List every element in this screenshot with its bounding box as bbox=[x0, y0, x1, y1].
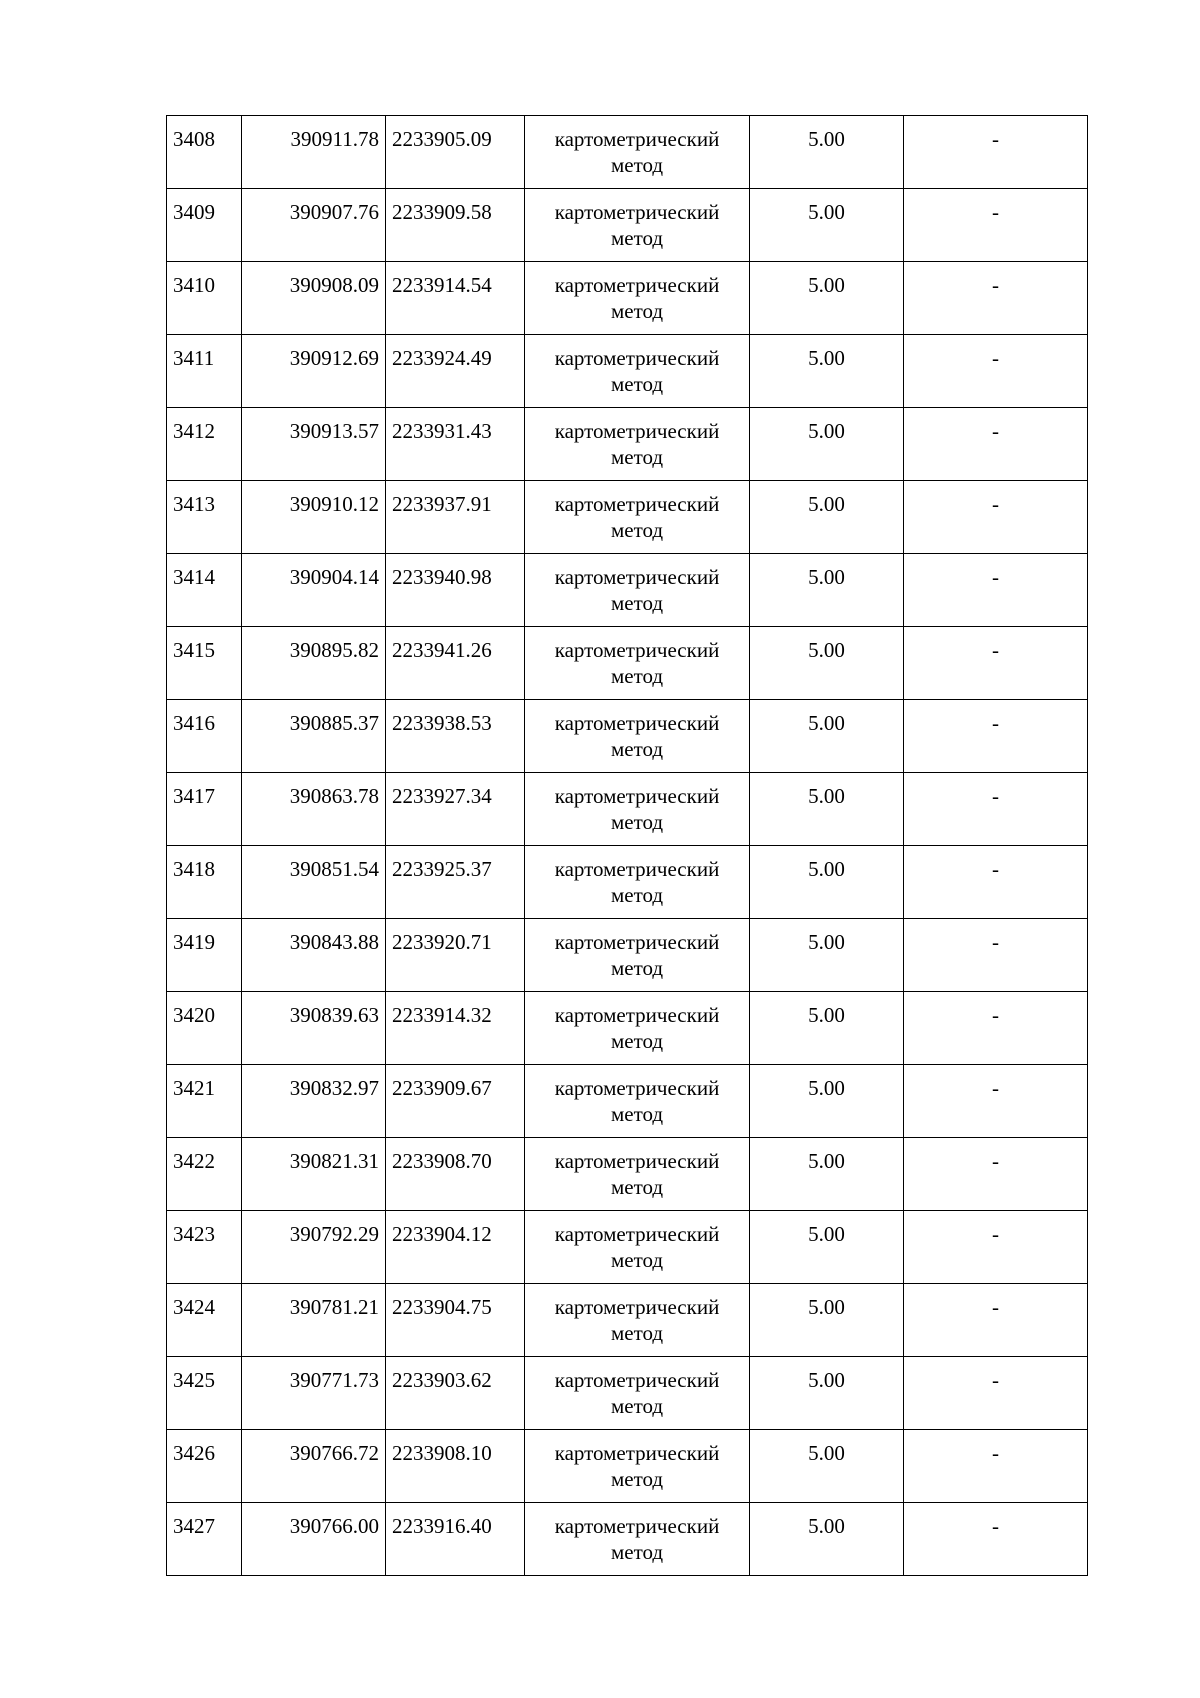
y-coordinate-cell: 2233925.37 bbox=[386, 846, 525, 919]
table-row bbox=[167, 1430, 1088, 1503]
precision-cell: 5.00 bbox=[750, 846, 904, 919]
x-coordinate-cell: 390911.78 bbox=[242, 116, 386, 189]
y-coordinate-cell: 2233941.26 bbox=[386, 627, 525, 700]
x-coordinate-cell: 390771.73 bbox=[242, 1357, 386, 1430]
precision-cell: 5.00 bbox=[750, 262, 904, 335]
description-cell: - bbox=[904, 408, 1088, 481]
y-coordinate-cell: 2233920.71 bbox=[386, 919, 525, 992]
description-cell: - bbox=[904, 1430, 1088, 1503]
description-cell: - bbox=[904, 846, 1088, 919]
description-cell: - bbox=[904, 1138, 1088, 1211]
y-coordinate-cell: 2233937.91 bbox=[386, 481, 525, 554]
description-cell: - bbox=[904, 992, 1088, 1065]
coordinates-table bbox=[166, 115, 1088, 1576]
table-row bbox=[167, 1211, 1088, 1284]
description-cell: - bbox=[904, 627, 1088, 700]
point-number-cell: 3420 bbox=[167, 992, 242, 1065]
method-cell: картометрический метод bbox=[525, 773, 750, 846]
precision-cell: 5.00 bbox=[750, 408, 904, 481]
point-number-cell: 3417 bbox=[167, 773, 242, 846]
point-number-cell: 3418 bbox=[167, 846, 242, 919]
point-number-cell: 3411 bbox=[167, 335, 242, 408]
y-coordinate-cell: 2233908.70 bbox=[386, 1138, 525, 1211]
y-coordinate-cell: 2233914.54 bbox=[386, 262, 525, 335]
y-coordinate-cell: 2233903.62 bbox=[386, 1357, 525, 1430]
point-number-cell: 3410 bbox=[167, 262, 242, 335]
x-coordinate-cell: 390839.63 bbox=[242, 992, 386, 1065]
table-row bbox=[167, 335, 1088, 408]
x-coordinate-cell: 390910.12 bbox=[242, 481, 386, 554]
method-cell: картометрический метод bbox=[525, 919, 750, 992]
precision-cell: 5.00 bbox=[750, 1211, 904, 1284]
point-number-cell: 3425 bbox=[167, 1357, 242, 1430]
method-cell: картометрический метод bbox=[525, 335, 750, 408]
precision-cell: 5.00 bbox=[750, 700, 904, 773]
x-coordinate-cell: 390851.54 bbox=[242, 846, 386, 919]
table-row bbox=[167, 992, 1088, 1065]
x-coordinate-cell: 390907.76 bbox=[242, 189, 386, 262]
x-coordinate-cell: 390843.88 bbox=[242, 919, 386, 992]
precision-cell: 5.00 bbox=[750, 1065, 904, 1138]
x-coordinate-cell: 390863.78 bbox=[242, 773, 386, 846]
x-coordinate-cell: 390885.37 bbox=[242, 700, 386, 773]
table-row bbox=[167, 481, 1088, 554]
method-cell: картометрический метод bbox=[525, 627, 750, 700]
table-row bbox=[167, 919, 1088, 992]
x-coordinate-cell: 390821.31 bbox=[242, 1138, 386, 1211]
description-cell: - bbox=[904, 481, 1088, 554]
y-coordinate-cell: 2233940.98 bbox=[386, 554, 525, 627]
method-cell: картометрический метод bbox=[525, 1284, 750, 1357]
method-cell: картометрический метод bbox=[525, 992, 750, 1065]
precision-cell: 5.00 bbox=[750, 992, 904, 1065]
description-cell: - bbox=[904, 262, 1088, 335]
description-cell: - bbox=[904, 116, 1088, 189]
point-number-cell: 3413 bbox=[167, 481, 242, 554]
method-cell: картометрический метод bbox=[525, 116, 750, 189]
method-cell: картометрический метод bbox=[525, 1138, 750, 1211]
table-row bbox=[167, 773, 1088, 846]
method-cell: картометрический метод bbox=[525, 262, 750, 335]
description-cell: - bbox=[904, 1357, 1088, 1430]
method-cell: картометрический метод bbox=[525, 408, 750, 481]
table-row bbox=[167, 262, 1088, 335]
x-coordinate-cell: 390913.57 bbox=[242, 408, 386, 481]
precision-cell: 5.00 bbox=[750, 554, 904, 627]
x-coordinate-cell: 390781.21 bbox=[242, 1284, 386, 1357]
table-row bbox=[167, 408, 1088, 481]
method-cell: картометрический метод bbox=[525, 189, 750, 262]
point-number-cell: 3414 bbox=[167, 554, 242, 627]
point-number-cell: 3416 bbox=[167, 700, 242, 773]
table-row bbox=[167, 554, 1088, 627]
description-cell: - bbox=[904, 554, 1088, 627]
x-coordinate-cell: 390792.29 bbox=[242, 1211, 386, 1284]
point-number-cell: 3412 bbox=[167, 408, 242, 481]
x-coordinate-cell: 390912.69 bbox=[242, 335, 386, 408]
table-row bbox=[167, 846, 1088, 919]
y-coordinate-cell: 2233904.75 bbox=[386, 1284, 525, 1357]
method-cell: картометрический метод bbox=[525, 1430, 750, 1503]
method-cell: картометрический метод bbox=[525, 1065, 750, 1138]
precision-cell: 5.00 bbox=[750, 189, 904, 262]
point-number-cell: 3409 bbox=[167, 189, 242, 262]
y-coordinate-cell: 2233916.40 bbox=[386, 1503, 525, 1576]
description-cell: - bbox=[904, 1211, 1088, 1284]
table-row bbox=[167, 1138, 1088, 1211]
description-cell: - bbox=[904, 335, 1088, 408]
table-row bbox=[167, 1065, 1088, 1138]
y-coordinate-cell: 2233909.58 bbox=[386, 189, 525, 262]
table-row bbox=[167, 627, 1088, 700]
point-number-cell: 3422 bbox=[167, 1138, 242, 1211]
point-number-cell: 3427 bbox=[167, 1503, 242, 1576]
coordinates-table-body bbox=[167, 116, 1088, 1576]
precision-cell: 5.00 bbox=[750, 919, 904, 992]
x-coordinate-cell: 390908.09 bbox=[242, 262, 386, 335]
method-cell: картометрический метод bbox=[525, 1503, 750, 1576]
y-coordinate-cell: 2233927.34 bbox=[386, 773, 525, 846]
method-cell: картометрический метод bbox=[525, 1357, 750, 1430]
precision-cell: 5.00 bbox=[750, 627, 904, 700]
x-coordinate-cell: 390766.72 bbox=[242, 1430, 386, 1503]
y-coordinate-cell: 2233914.32 bbox=[386, 992, 525, 1065]
y-coordinate-cell: 2233909.67 bbox=[386, 1065, 525, 1138]
precision-cell: 5.00 bbox=[750, 116, 904, 189]
y-coordinate-cell: 2233924.49 bbox=[386, 335, 525, 408]
description-cell: - bbox=[904, 189, 1088, 262]
point-number-cell: 3408 bbox=[167, 116, 242, 189]
point-number-cell: 3424 bbox=[167, 1284, 242, 1357]
table-row bbox=[167, 189, 1088, 262]
description-cell: - bbox=[904, 919, 1088, 992]
description-cell: - bbox=[904, 700, 1088, 773]
table-row bbox=[167, 700, 1088, 773]
description-cell: - bbox=[904, 1284, 1088, 1357]
x-coordinate-cell: 390832.97 bbox=[242, 1065, 386, 1138]
precision-cell: 5.00 bbox=[750, 1357, 904, 1430]
table-row bbox=[167, 116, 1088, 189]
precision-cell: 5.00 bbox=[750, 1284, 904, 1357]
y-coordinate-cell: 2233905.09 bbox=[386, 116, 525, 189]
method-cell: картометрический метод bbox=[525, 846, 750, 919]
point-number-cell: 3423 bbox=[167, 1211, 242, 1284]
description-cell: - bbox=[904, 1065, 1088, 1138]
description-cell: - bbox=[904, 773, 1088, 846]
y-coordinate-cell: 2233931.43 bbox=[386, 408, 525, 481]
y-coordinate-cell: 2233908.10 bbox=[386, 1430, 525, 1503]
point-number-cell: 3419 bbox=[167, 919, 242, 992]
precision-cell: 5.00 bbox=[750, 1138, 904, 1211]
table-row bbox=[167, 1503, 1088, 1576]
point-number-cell: 3415 bbox=[167, 627, 242, 700]
x-coordinate-cell: 390766.00 bbox=[242, 1503, 386, 1576]
method-cell: картометрический метод bbox=[525, 1211, 750, 1284]
point-number-cell: 3421 bbox=[167, 1065, 242, 1138]
x-coordinate-cell: 390904.14 bbox=[242, 554, 386, 627]
precision-cell: 5.00 bbox=[750, 773, 904, 846]
table-row bbox=[167, 1284, 1088, 1357]
point-number-cell: 3426 bbox=[167, 1430, 242, 1503]
precision-cell: 5.00 bbox=[750, 481, 904, 554]
precision-cell: 5.00 bbox=[750, 1430, 904, 1503]
precision-cell: 5.00 bbox=[750, 335, 904, 408]
y-coordinate-cell: 2233938.53 bbox=[386, 700, 525, 773]
method-cell: картометрический метод bbox=[525, 481, 750, 554]
table-row bbox=[167, 1357, 1088, 1430]
precision-cell: 5.00 bbox=[750, 1503, 904, 1576]
description-cell: - bbox=[904, 1503, 1088, 1576]
method-cell: картометрический метод bbox=[525, 700, 750, 773]
y-coordinate-cell: 2233904.12 bbox=[386, 1211, 525, 1284]
x-coordinate-cell: 390895.82 bbox=[242, 627, 386, 700]
method-cell: картометрический метод bbox=[525, 554, 750, 627]
